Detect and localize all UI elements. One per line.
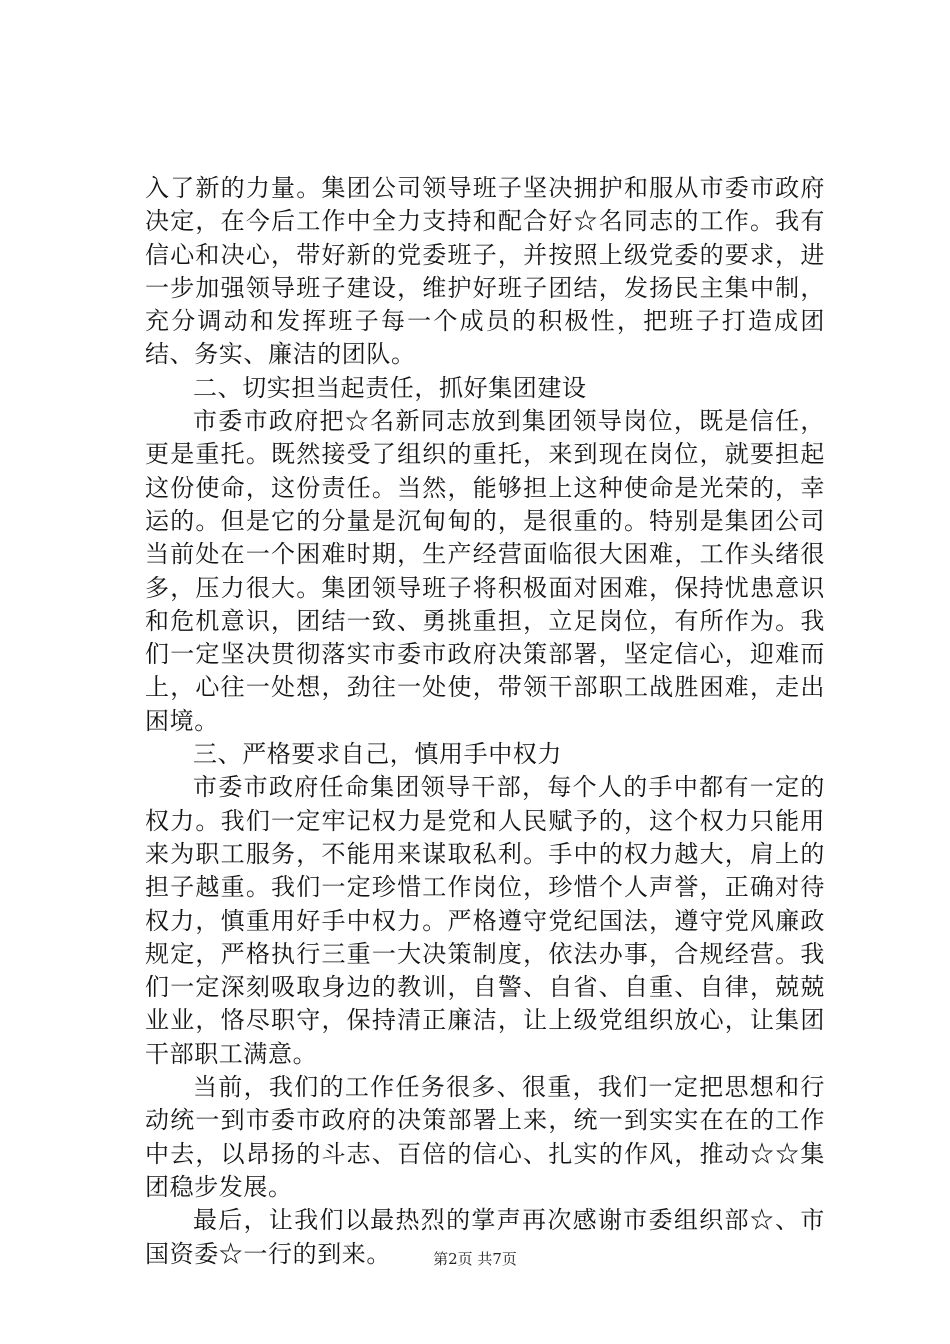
paragraph-power: 市委市政府任命集团领导干部，每个人的手中都有一定的权力。我们一定牢记权力是党和人民赋予的，这个权力只能用来为职工服务，不能用来谋取私利。手中的权力越大，肩上的担子越重。我们一定珍惜工作岗位，珍惜个人声誉，正确对待权力，慎重用好手中权力。严格遵守党纪国法，遵守党风廉政规定，严格执行三重一大决策制度，依法办事，合规经营。我们一定深刻吸取身边的教训，自警、自省、自重、自律，兢兢业业，恪尽职守，保持清正廉洁，让上级党组织放心，让集团干部职工满意。 bbox=[145, 773, 825, 1068]
paragraph-continuation: 入了新的力量。集团公司领导班子坚决拥护和服从市委市政府决定，在今后工作中全力支持和配合好☆名同志的工作。我有信心和决心，带好新的党委班子，并按照上级党委的要求，进一步加强领导班子建设，维护好班子团结，发扬民主集中制，充分调动和发挥班子每一个成员的积极性，把班子打造成团结、务实、廉洁的团队。 bbox=[145, 174, 825, 369]
page-number-footer: 第2页 共7页 bbox=[433, 1250, 517, 1268]
paragraph-closing: 最后，让我们以最热烈的掌声再次感谢市委组织部☆、市国资委☆一行的到来。 bbox=[145, 1206, 825, 1268]
paragraph-tasks: 当前，我们的工作任务很多、很重，我们一定把思想和行动统一到市委市政府的决策部署上来，统一到实实在在的工作中去，以昂扬的斗志、百倍的信心、扎实的作风，推动☆☆集团稳步发展。 bbox=[145, 1073, 825, 1201]
section-heading-3: 三、严格要求自己，慎用手中权力 bbox=[193, 740, 562, 769]
paragraph-responsibility: 市委市政府把☆名新同志放到集团领导岗位，既是信任，更是重托。既然接受了组织的重托，来到现在岗位，就要担起这份使命，这份责任。当然，能够担上这种使命是光荣的，幸运的。但是它的分量是沉甸甸的，是很重的。特别是集团公司当前处在一个困难时期，生产经营面临很大困难，工作头绪很多，压力很大。集团领导班子将积极面对困难，保持忧患意识和危机意识，团结一致、勇挑重担，立足岗位，有所作为。我们一定坚决贯彻落实市委市政府决策部署，坚定信心，迎难而上，心往一处想，劲往一处使，带领干部职工战胜困难，走出困境。 bbox=[145, 407, 825, 735]
document-body bbox=[145, 172, 825, 1271]
section-heading-2: 二、切实担当起责任，抓好集团建设 bbox=[193, 373, 587, 402]
